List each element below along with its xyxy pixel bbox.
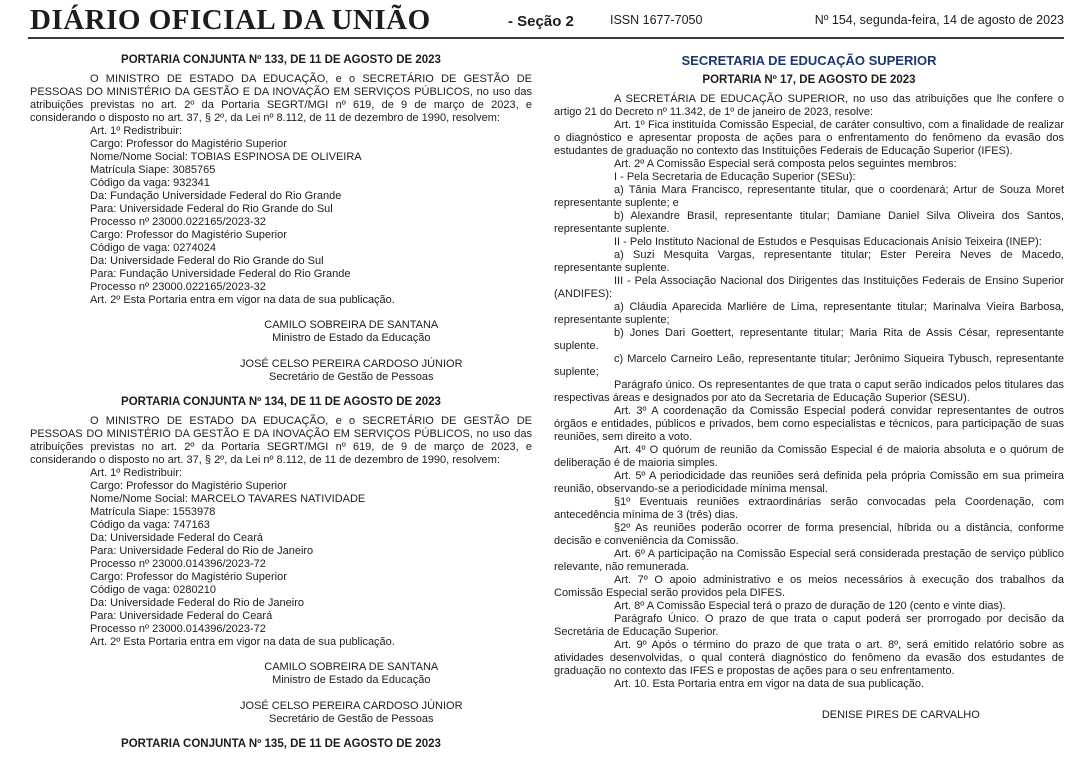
portaria-line: Nome/Nome Social: TOBIAS ESPINOSA DE OLIVEIRA [90, 151, 362, 163]
header-divider [28, 37, 1064, 39]
body-paragraph: A SECRETÁRIA DE EDUCAÇÃO SUPERIOR, no uso das atribuições que lhe confere o artigo 21 do Decreto nº 11.342, de 1º de janeiro de 2023, resolve: [554, 93, 1064, 118]
section-label: - Seção 2 [508, 13, 574, 30]
portaria-block [30, 54, 532, 384]
signature [171, 358, 532, 384]
body-paragraph: Art. 5º A periodicidade das reuniões será definida pela própria Comissão em sua primeira reunião, observando-se a periodicidade mínima mensal. [554, 470, 1064, 495]
signature-denise: DENISE PIRES DE CARVALHO [821, 709, 980, 721]
portaria-line: Para: Universidade Federal do Ceará [90, 610, 273, 622]
body-paragraph: c) Marcelo Carneiro Leão, representante titular; Jerônimo Siqueira Tybusch, representante suplente; [554, 353, 1064, 378]
portaria-line: Da: Universidade Federal do Rio de Janeiro [90, 597, 305, 609]
signature [171, 319, 532, 345]
body-paragraph: Art. 10. Esta Portaria entra em vigor na data de sua publicação. [614, 678, 925, 690]
portaria-list [30, 54, 532, 726]
gazette-header [0, 0, 1080, 40]
body-paragraph: a) Suzi Mesquita Vargas, representante titular; Ester Pereira Neves de Macedo, representante suplente. [554, 249, 1064, 274]
portaria-line: Nome/Nome Social: MARCELO TAVARES NATIVIDADE [90, 493, 366, 505]
body-paragraph: Art. 8º A Comissão Especial terá o prazo de duração de 120 (cento e vinte dias). [614, 600, 1006, 612]
body-paragraph: a) Tânia Mara Francisco, representante titular, que o coordenará; Artur de Souza Moret representante suplente; e [554, 184, 1064, 209]
portaria-line: Para: Universidade Federal do Rio Grande do Sul [90, 203, 333, 215]
portaria-line: Para: Fundação Universidade Federal do Rio Grande [90, 268, 351, 280]
portaria-line: Processo nº 23000.022165/2023-32 [90, 216, 266, 228]
signature-block [30, 319, 532, 384]
portaria-line: Cargo: Professor do Magistério Superior [90, 229, 287, 241]
portaria-line: Processo nº 23000.014396/2023-72 [90, 623, 266, 635]
body-paragraph: b) Jones Dari Goettert, representante titular; Maria Rita de Assis César, representante suplente. [554, 327, 1064, 352]
portaria-line: Art. 1º Redistribuir: [90, 125, 183, 137]
portaria-line: Código de vaga: 0274024 [90, 242, 216, 254]
portaria-line: Art. 1º Redistribuir: [90, 467, 183, 479]
portaria-line: Da: Universidade Federal do Rio Grande do Sul [90, 255, 324, 267]
portaria-block [30, 396, 532, 726]
portaria-preamble: O MINISTRO DE ESTADO DA EDUCAÇÃO, e o SECRETÁRIO DE GESTÃO DE PESSOAS DO MINISTÉRIO DA GESTÃO E DA INOVAÇÃO EM SERVIÇOS PÚBLICOS, no uso das atribuições previstas no art. 2º da Portaria SEGRT/MGI nº 619, de 9 de março de 2023, e considerando o disposto no art. 37, § 2º, da Lei nº 8.112, de 11 de dezembro de 1990, resolvem: [30, 415, 532, 466]
body-paragraph: Art. 2º A Comissão Especial será composta pelos seguintes membros: [614, 158, 957, 170]
signature-role: Ministro de Estado da Educação [272, 674, 431, 686]
portaria-17-title: PORTARIA Nº 17, DE AGOSTO DE 2023 [702, 74, 916, 86]
portaria-line: Código de vaga: 0280210 [90, 584, 216, 596]
body-paragraph: Art. 6º A participação na Comissão Especial será considerada prestação de serviço público relevante, não remunerada. [554, 548, 1064, 573]
signature-role: Secretário de Gestão de Pessoas [269, 713, 434, 725]
signature-role: Secretário de Gestão de Pessoas [269, 371, 434, 383]
portaria-line: Matrícula Siape: 1553978 [90, 506, 216, 518]
body-paragraph: Parágrafo Único. O prazo de que trata o caput poderá ser prorrogado por decisão da Secretária de Educação Superior. [554, 613, 1064, 638]
signature-name: JOSÉ CELSO PEREIRA CARDOSO JÚNIOR [240, 358, 463, 370]
body-paragraph: Art. 9º Após o término do prazo de que trata o art. 8º, será emitido relatório sobre as atividades desenvolvidas, o qual conterá diagnóstico do fenômeno da evasão dos estudantes de graduação no contexto das IFES e propostas de ações para o seu enfrentamento. [554, 639, 1064, 677]
masthead-title: DIÁRIO OFICIAL DA UNIÃO [30, 4, 431, 36]
portaria-preamble: O MINISTRO DE ESTADO DA EDUCAÇÃO, e o SECRETÁRIO DE GESTÃO DE PESSOAS DO MINISTÉRIO DA GESTÃO E DA INOVAÇÃO EM SERVIÇOS PÚBLICOS, no uso das atribuições previstas no art. 2º da Portaria SEGRT/MGI nº 619, de 9 de março de 2023, e considerando o disposto no art. 37, § 2º, da Lei nº 8.112, de 11 de dezembro de 1990, resolvem: [30, 73, 532, 124]
portaria-line: Da: Universidade Federal do Ceará [90, 532, 264, 544]
body-paragraph: Art. 3º A coordenação da Comissão Especial poderá convidar representantes de outros órgãos e entidades, públicos e privados, bem como especialistas e técnicos, para participação de suas reuniões, sem direito a voto. [554, 405, 1064, 443]
portaria-lines [30, 467, 532, 649]
body-paragraph: §2º As reuniões poderão ocorrer de forma presencial, híbrida ou a distância, conforme decisão e conveniência da Comissão. [554, 522, 1064, 547]
signature-role: Ministro de Estado da Educação [272, 332, 431, 344]
portaria-line: Cargo: Professor do Magistério Superior [90, 571, 287, 583]
issn-label: ISSN 1677-7050 [610, 13, 703, 27]
body-paragraph: Art. 1º Fica instituída Comissão Especial, de caráter consultivo, com a finalidade de realizar o diagnóstico e apresentar proposta de ações para o enfrentamento do fenômeno da evasão dos estudantes de graduação no contexto das Instituições Federais de Educação Superior (IFES). [554, 119, 1064, 157]
portaria-line: Art. 2º Esta Portaria entra em vigor na data de sua publicação. [90, 294, 395, 306]
portaria-17-body [554, 93, 1064, 691]
portaria-line: Matrícula Siape: 3085765 [90, 164, 216, 176]
right-column [554, 40, 1064, 757]
body-paragraph: §1º Eventuais reuniões extraordinárias serão convocadas pela Coordenação, com antecedência mínima de 3 (três) dias. [554, 496, 1064, 521]
portaria-title: PORTARIA CONJUNTA Nº 133, DE 11 DE AGOSTO DE 2023 [121, 54, 441, 66]
body-paragraph: Parágrafo único. Os representantes de que trata o caput serão indicados pelos titulares das respectivas áreas e designados por ato da Secretaria de Educação Superior (SESU). [554, 379, 1064, 404]
portaria-title: PORTARIA CONJUNTA Nº 134, DE 11 DE AGOSTO DE 2023 [121, 396, 441, 408]
edition-date: Nº 154, segunda-feira, 14 de agosto de 2023 [814, 13, 1064, 27]
portaria-line: Código da vaga: 747163 [90, 519, 210, 531]
next-portaria-title-partial: PORTARIA CONJUNTA Nº 135, DE 11 DE AGOSTO DE 2023 [121, 738, 441, 750]
signature [171, 700, 532, 726]
body-paragraph: Art. 4º O quórum de reunião da Comissão Especial é de maioria absoluta e o quórum de deliberação é de maioria simples. [554, 444, 1064, 469]
body-paragraph: b) Alexandre Brasil, representante titular; Damiane Daniel Silva Oliveira dos Santos, representante suplente. [554, 210, 1064, 235]
portaria-line: Cargo: Professor do Magistério Superior [90, 480, 287, 492]
signature [171, 661, 532, 687]
portaria-line: Código da vaga: 932341 [90, 177, 210, 189]
signature-name: JOSÉ CELSO PEREIRA CARDOSO JÚNIOR [240, 700, 463, 712]
portaria-line: Processo nº 23000.022165/2023-32 [90, 281, 266, 293]
organ-section-title: SECRETARIA DE EDUCAÇÃO SUPERIOR [681, 53, 937, 68]
signature-block [30, 661, 532, 726]
signature-name: CAMILO SOBREIRA DE SANTANA [264, 661, 439, 673]
portaria-line: Processo nº 23000.014396/2023-72 [90, 558, 266, 570]
signature-name: CAMILO SOBREIRA DE SANTANA [264, 319, 439, 331]
body-paragraph: II - Pelo Instituto Nacional de Estudos e Pesquisas Educacionais Anísio Teixeira (INEP): [614, 236, 1042, 248]
body-paragraph: I - Pela Secretaria de Educação Superior (SESu): [614, 171, 856, 183]
body-paragraph: III - Pela Associação Nacional dos Dirigentes das Instituições Federais de Ensino Superior (ANDIFES): [554, 275, 1064, 300]
portaria-line: Da: Fundação Universidade Federal do Rio Grande [90, 190, 342, 202]
portaria-line: Art. 2º Esta Portaria entra em vigor na data de sua publicação. [90, 636, 395, 648]
portaria-lines [30, 125, 532, 307]
content-columns [0, 40, 1080, 757]
body-paragraph: a) Cláudia Aparecida Marliére de Lima, representante titular; Marinalva Vieira Barbosa, representante suplente; [554, 301, 1064, 326]
body-paragraph: Art. 7º O apoio administrativo e os meios necessários à execução dos trabalhos da Comissão Especial serão providos pela DIFES. [554, 574, 1064, 599]
portaria-line: Cargo: Professor do Magistério Superior [90, 138, 287, 150]
left-column [30, 40, 532, 757]
portaria-line: Para: Universidade Federal do Rio de Janeiro [90, 545, 314, 557]
